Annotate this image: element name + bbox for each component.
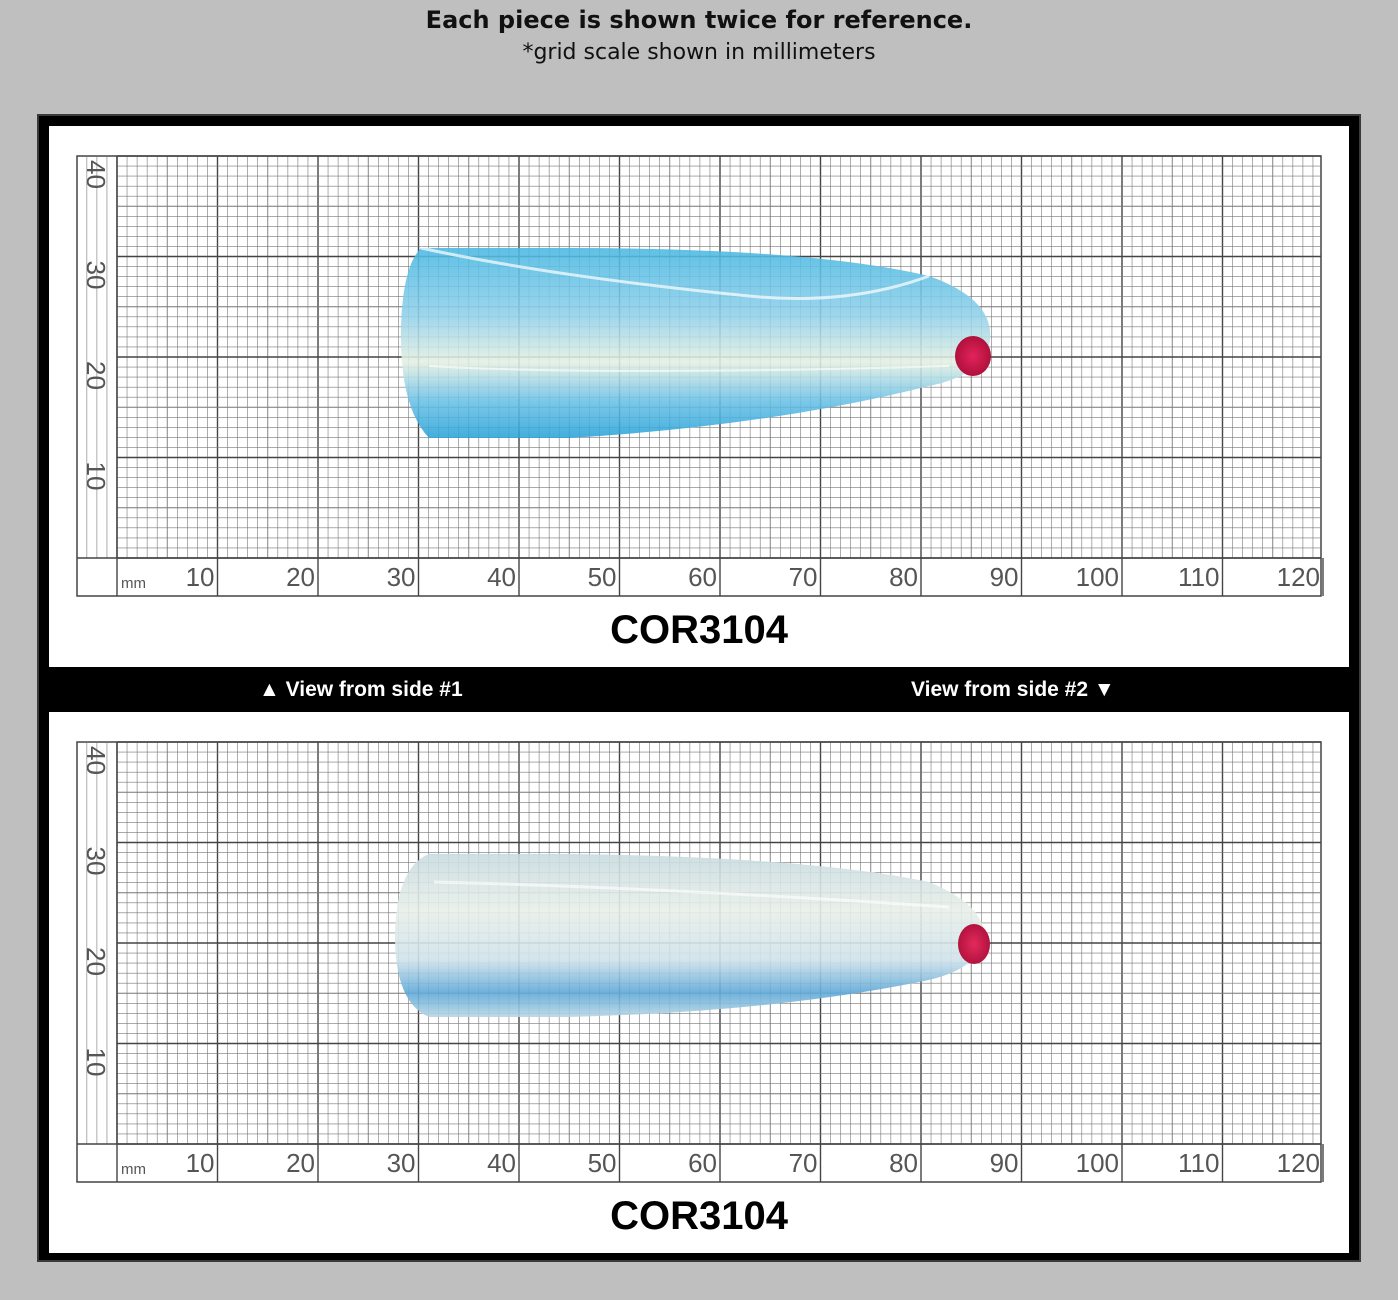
x-scale-label: 10 — [185, 562, 215, 592]
x-scale-label: 80 — [889, 1148, 918, 1178]
y-scale-label: 30 — [81, 260, 111, 290]
x-scale-label: 70 — [788, 1148, 818, 1178]
red-tip-icon — [955, 336, 991, 376]
x-scale-label: 30 — [386, 562, 416, 592]
y-scale-label: 20 — [81, 361, 111, 390]
x-scale-label: 50 — [587, 1148, 617, 1178]
x-scale-label: 20 — [286, 1148, 315, 1178]
x-scale-label: 90 — [989, 1148, 1019, 1178]
y-scale-label: 40 — [81, 160, 111, 189]
x-scale-label: 110 — [1178, 562, 1220, 592]
x-scale-label: 40 — [487, 1148, 516, 1178]
grid-photo-side-1 — [49, 126, 1349, 667]
y-scale-label: 20 — [81, 947, 111, 976]
x-scale-label: 60 — [688, 1148, 717, 1178]
page-subtitle: *grid scale shown in millimeters — [522, 40, 876, 65]
side-2-label: View from side #2 ▼ — [911, 678, 1115, 701]
crystal-photo-side-1 — [401, 248, 991, 438]
x-scale-label: 120 — [1276, 1148, 1320, 1178]
y-scale-label: 40 — [81, 746, 111, 775]
x-scale-label: 10 — [185, 1148, 215, 1178]
panel-side-1 — [49, 126, 1349, 667]
x-scale-label: 90 — [989, 562, 1019, 592]
unit-label: mm — [121, 575, 146, 592]
x-scale-label: 100 — [1075, 1148, 1119, 1178]
y-scale-label: 10 — [81, 1047, 111, 1077]
piece-code-label-2: COR3104 — [610, 1194, 788, 1238]
red-tip-icon — [958, 924, 990, 964]
y-scale-label: 30 — [81, 846, 111, 876]
photo-frame — [37, 114, 1361, 1262]
x-scale-label: 100 — [1075, 562, 1119, 592]
x-scale-label: 40 — [487, 562, 516, 592]
x-scale-label: 110 — [1178, 1148, 1220, 1178]
page-title: Each piece is shown twice for reference. — [425, 6, 973, 34]
panel-side-2 — [49, 712, 1349, 1253]
side-1-label: ▲ View from side #1 — [259, 678, 463, 701]
piece-code-label-1: COR3104 — [610, 608, 788, 652]
x-scale-label: 30 — [386, 1148, 416, 1178]
x-scale-label: 80 — [889, 562, 918, 592]
unit-label: mm — [121, 1161, 146, 1178]
grid-photo-side-2 — [49, 712, 1349, 1253]
x-scale-label: 60 — [688, 562, 717, 592]
x-scale-label: 70 — [788, 562, 818, 592]
view-labels-bar — [49, 667, 1349, 712]
x-scale-label: 120 — [1276, 562, 1320, 592]
y-scale-label: 10 — [81, 461, 111, 491]
x-scale-label: 50 — [587, 562, 617, 592]
x-scale-label: 20 — [286, 562, 315, 592]
